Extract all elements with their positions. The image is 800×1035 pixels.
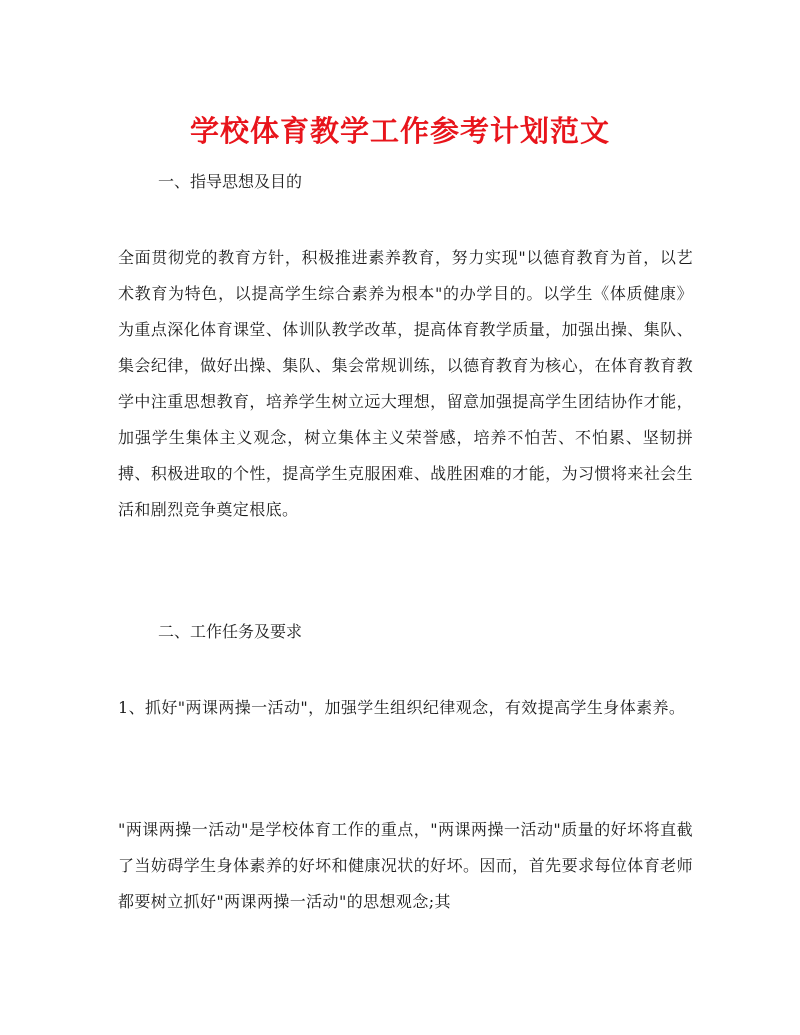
section-heading-guiding-ideology: 一、指导思想及目的 xyxy=(158,172,303,191)
document-title: 学校体育教学工作参考计划范文 xyxy=(189,114,610,148)
paragraph-item-1: 1、抓好"两课两操一活动"，加强学生组织纪律观念，有效提高学生身体素养。 xyxy=(118,698,686,717)
paragraph-guiding-ideology: 全面贯彻党的教育方针，积极推进素养教育，努力实现"以德育教育为首，以艺术教育为特色，以提高学生综合素养为根本"的办学目的。以学生《体质健康》为重点深化体育课堂、体训队教学改革，提高体育教学质量，加强出操、集队、集会纪律，做好出操、集队、集会常规训练，以德育教育为核心，在体育教育教学中注重思想教育，培养学生树立远大理想，留意加强提高学生团结协作才能，加强学生集体主义观念，树立集体主义荣誉感，培养不怕苦、不怕累、坚韧拼搏、积极进取的个性，提高学生克服困难、战胜困难的才能，为习惯将来社会生活和剧烈竞争奠定根底。 xyxy=(118,248,693,519)
section-heading-tasks-requirements: 二、工作任务及要求 xyxy=(158,622,303,641)
paragraph-item-1-detail: "两课两操一活动"是学校体育工作的重点，"两课两操一活动"质量的好坏将直截了当妨碍学生身体素养的好坏和健康况状的好坏。因而，首先要求每位体育老师都要树立抓好"两课两操一活动"的思想观念;其 xyxy=(118,820,693,911)
